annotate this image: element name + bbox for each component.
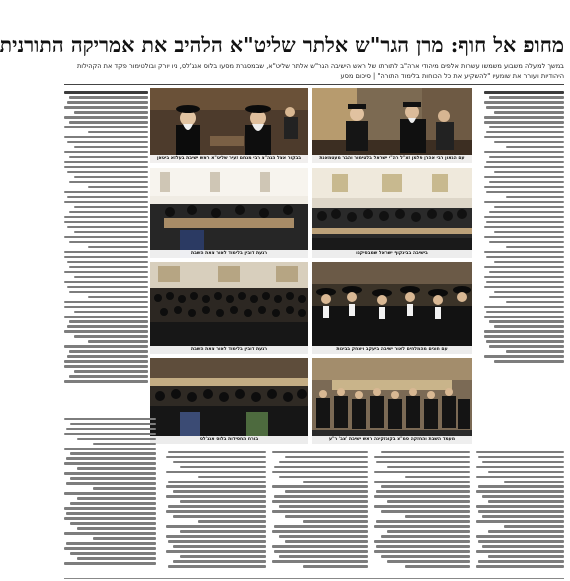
photo-caption: עם הגאון רבי אהרן פלמן זצ"ל רה"י ישראל בלטימור והבר מעטמאנת: [312, 155, 472, 163]
body-text-column-bottom-3: [272, 448, 368, 576]
body-text-column-right: [484, 88, 564, 388]
photo-meeting-rabbi: [312, 88, 472, 163]
body-text-column-bottom-1: [476, 448, 564, 576]
photo-caption: בבקור אצל הגה"צ רבי מנחם זעיר שליט"א ראש ישיבת בעלזא ביטאן: [150, 155, 308, 163]
headline: מחופ אל חוף: מרן הגר"ש אלתר שליט"א הלהיב את אמריקה התורנית: [0, 33, 564, 57]
photo-caption: בורח החסידות בלוס אנג'לס: [150, 436, 308, 444]
body-text-column-left: [64, 88, 148, 413]
body-text-column-bottom-5: [64, 415, 156, 576]
body-text-column-bottom-2: [374, 448, 470, 576]
photo-caption: רגעת דובין בלימוד לאור צאת השבת: [150, 346, 308, 354]
photo-hasidic-gathering: [150, 358, 308, 444]
subheadline: במשך למעלה משבוע משמשו עשרות אלפים מיהודי ארה"ב לתורתו של ראש הישיבה הגר"ש אלתר שליט"א, שבמסגרת מסעו בלוס אנג'לס, ניו יורק ובולטימור פקד את הקהילות היהודיות ועורר את שומעיו "להשקיע את כל הכוחות בלימוד התורה" | סיכום מסע: [76, 62, 564, 80]
photo-audience-group: [312, 262, 472, 354]
photo-caption: מעמד השבת והחזקה סמ"צ בקונזקינה ראש ישיבת 'צב' ר"ע: [312, 436, 472, 444]
divider: [64, 578, 564, 579]
photo-hall-gathering: [312, 358, 472, 444]
photo-caption: עם חוגים מהמלחים לאור ישיבה ביעקב ויצחק בבינות: [312, 346, 472, 354]
photo-study-session: [150, 168, 308, 258]
photo-caption: רגעת דובין בלימוד לאור צאת השבת: [150, 250, 308, 258]
photo-large-crowd: [150, 262, 308, 354]
body-text-column-bottom-4: [166, 448, 266, 576]
divider: [64, 84, 564, 85]
photo-caption: בישיבה בבינקוף ישראל שמבסיקנו: [312, 250, 472, 258]
photo-yeshiva-hall: [312, 168, 472, 258]
photo-visit-rebbe: [150, 88, 308, 163]
